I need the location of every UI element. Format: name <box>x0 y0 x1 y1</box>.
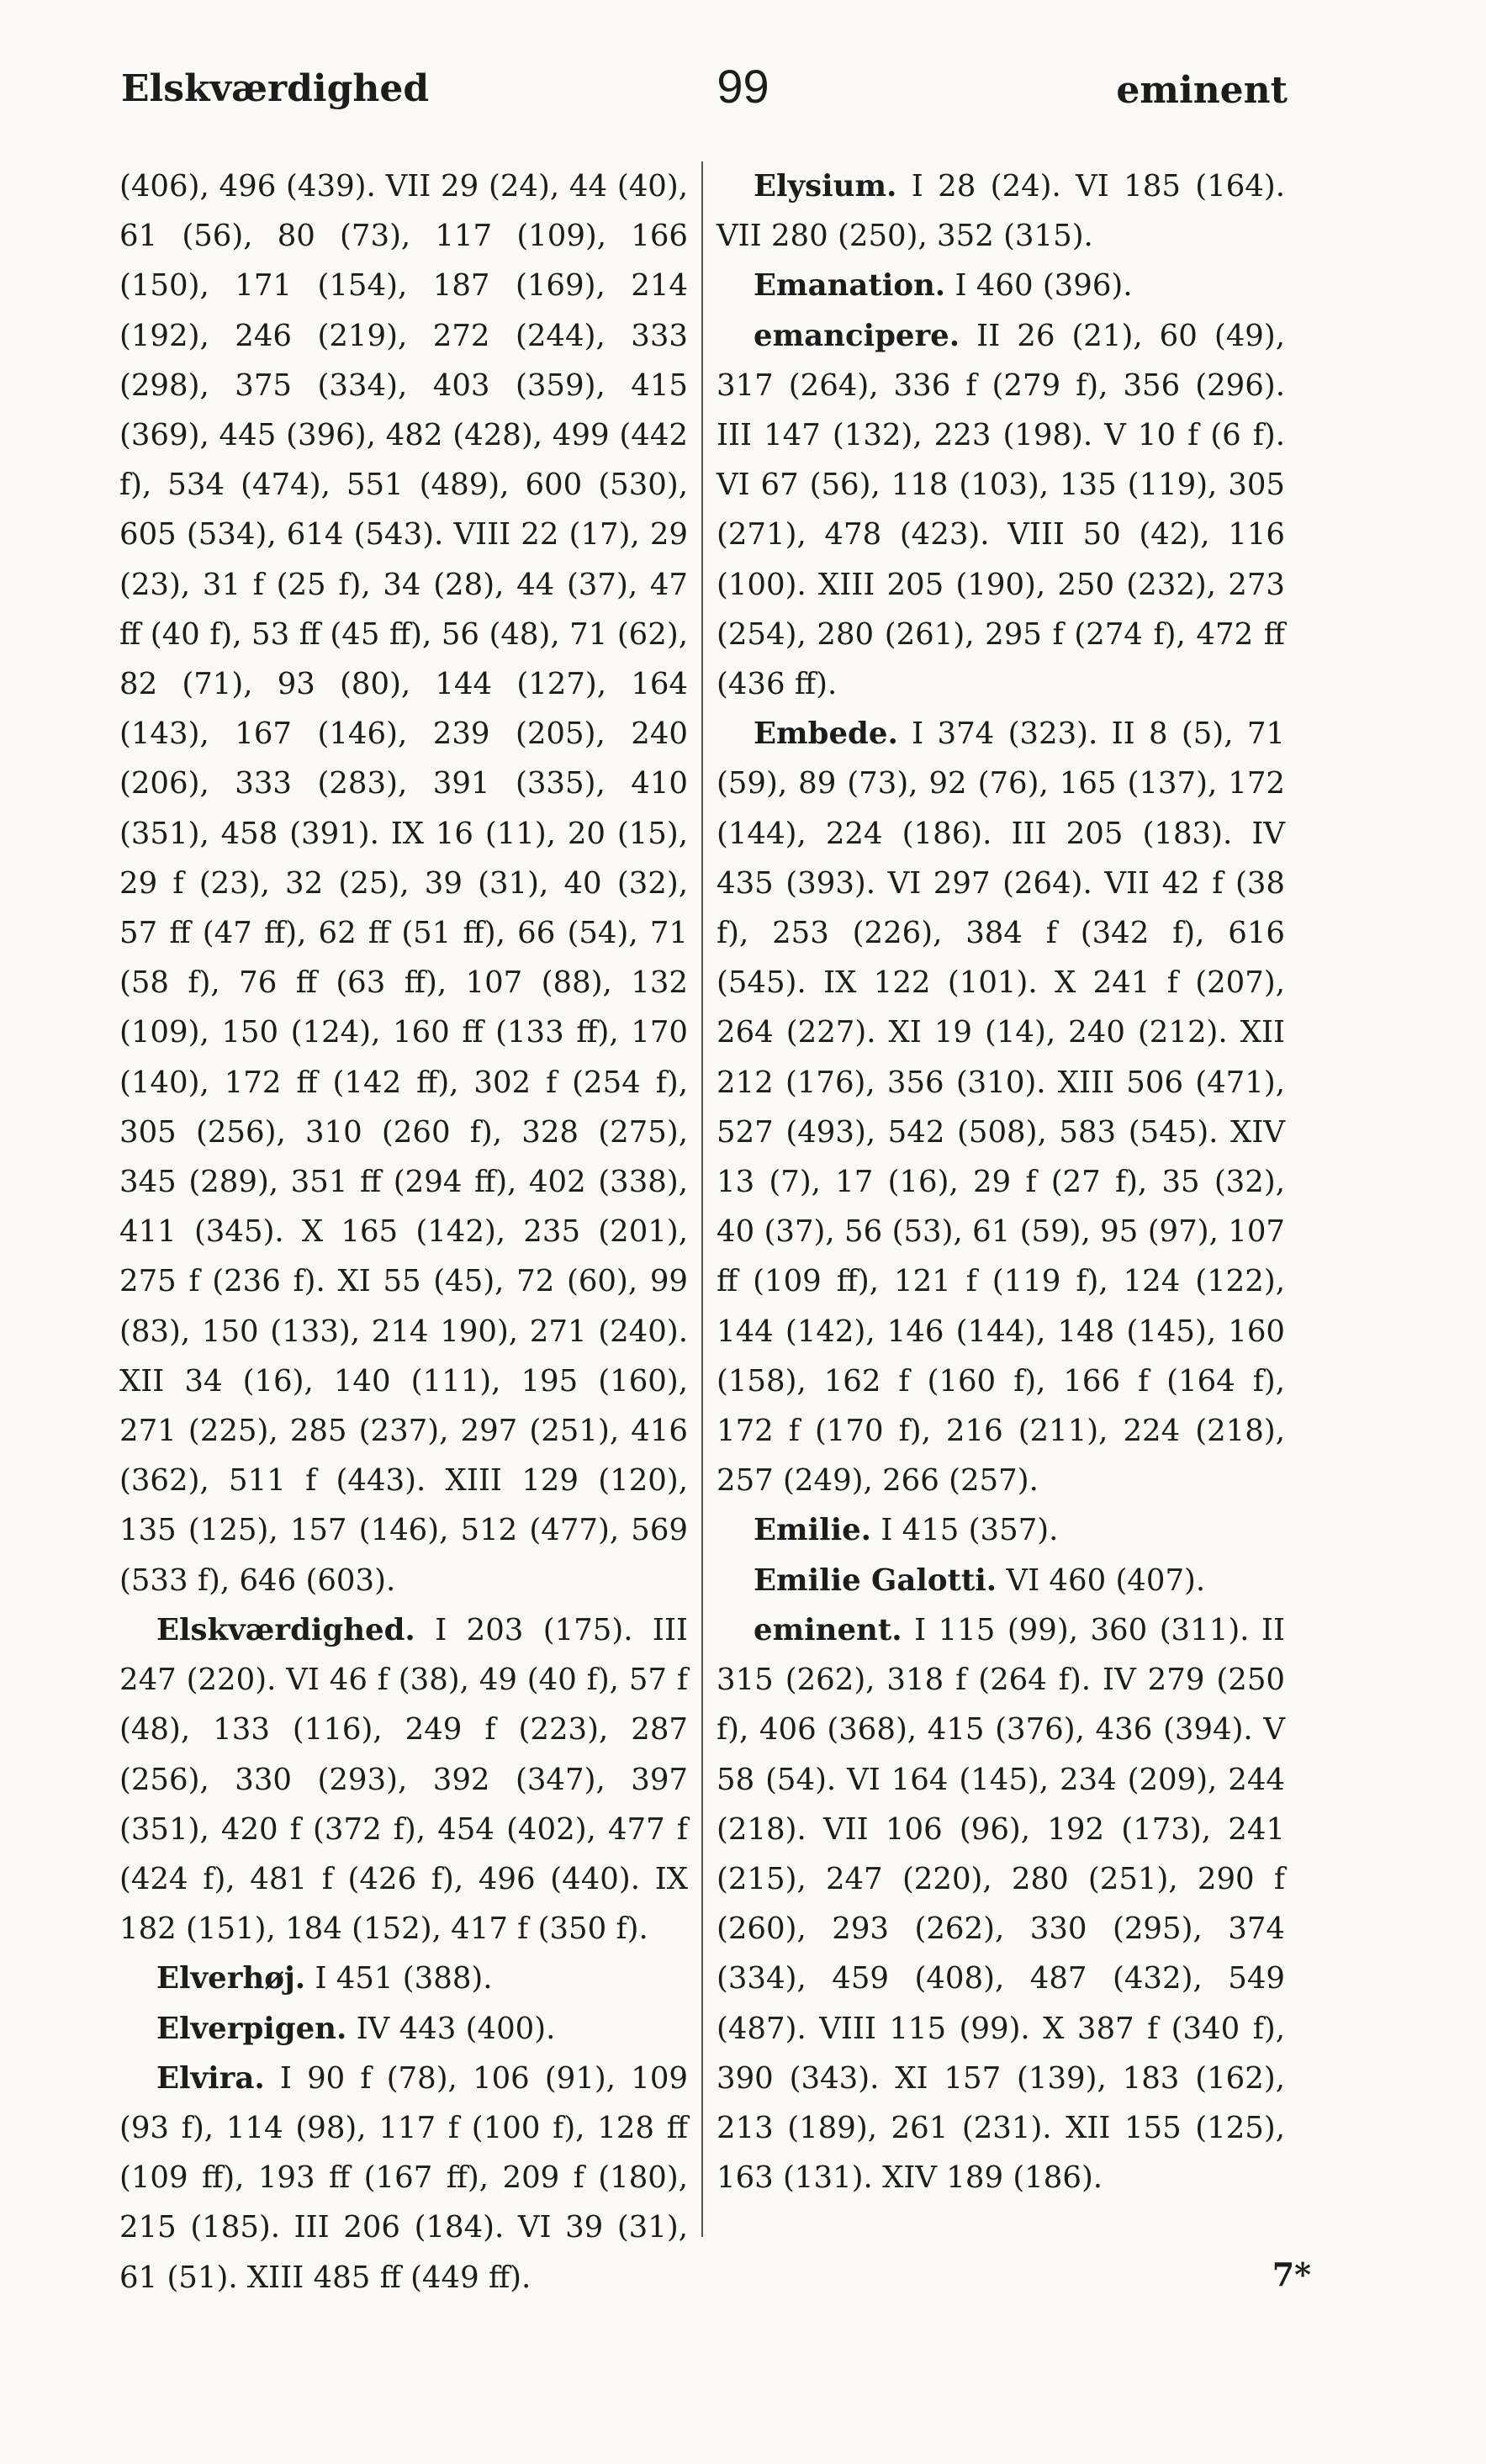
index-entry <box>717 161 1285 261</box>
entry-references: (406), 496 (439). VII 29 (24), 44 (40), 61 (56), 80 (73), 117 (109), 166 (150), 171 (154), 187 (169), 214 (192), 246 (219), 272 (244), 333 (298), 375 (334), 403 (359), 415 (369), 445 (396), 482 (428), 499 (442 f), 534 (474), 551 (489), 600 (530), 605 (534), 614 (543). VIII 22 (17), 29 (23), 31 f (25 f), 34 (28), 44 (37), 47 ff (40 f), 53 ff (45 ff), 56 (48), 71 (62), 82 (71), 93 (80), 144 (127), 164 (143), 167 (146), 239 (205), 240 (206), 333 (283), 391 (335), 410 (351), 458 (391). IX 16 (11), 20 (15), 29 f (23), 32 (25), 39 (31), 40 (32), 57 ff (47 ff), 62 ff (51 ff), 66 (54), 71 (58 f), 76 ff (63 ff), 107 (88), 132 (109), 150 (124), 160 ff (133 ff), 170 (140), 172 ff (142 ff), 302 f (254 f), 305 (256), 310 (260 f), 328 (275), 345 (289), 351 ff (294 ff), 402 (338), 411 (345). X 165 (142), 235 (201), 275 f (236 f). XI 55 (45), 72 (60), 99 (83), 150 (133), 214 190), 271 (240). XII 34 (16), 140 (111), 195 (160), 271 (225), 285 (237), 297 (251), 416 (362), 511 f (443). XIII 129 (120), 135 (125), 157 (146), 512 (477), 569 (533 f), 646 (603). <box>119 169 688 1598</box>
page-number: 99 <box>717 60 769 113</box>
entry-headword: Embede. <box>754 716 898 752</box>
index-entry <box>717 1505 1285 1555</box>
index-entry <box>717 1556 1285 1605</box>
entry-headword: Elverhøj. <box>156 1961 306 1996</box>
entry-headword: Elvira. <box>156 2060 265 2096</box>
entry-references: I 28 (24). VI 185 (164). VII 280 (250), 352 (315). <box>717 169 1285 254</box>
entry-headword: Elysium. <box>754 169 897 204</box>
entry-references: I 115 (99), 360 (311). II 315 (262), 318 f (264 f). IV 279 (250 f), 406 (368), 415 (376), 436 (394). V 58 (54). VI 164 (145), 234 (209), 244 (218). VII 106 (96), 192 (173), 241 (215), 247 (220), 280 (251), 290 f (260), 293 (262), 330 (295), 374 (334), 459 (408), 487 (432), 549 (487). VIII 115 (99). X 387 f (340 f), 390 (343). XI 157 (139), 183 (162), 213 (189), 261 (231). XII 155 (125), 163 (131). XIV 189 (186). <box>717 1612 1285 2196</box>
entry-references: I 203 (175). III 247 (220). VI 46 f (38), 49 (40 f), 57 f (48), 133 (116), 249 f (223), 287 (256), 330 (293), 392 (347), 397 (351), 420 f (372 f), 454 (402), 477 f (424 f), 481 f (426 f), 496 (440). IX 182 (151), 184 (152), 417 f (350 f). <box>119 1612 688 1947</box>
index-entry <box>717 1605 1285 2202</box>
entry-references: IV 443 (400). <box>356 2011 556 2046</box>
right-column <box>717 161 1285 2202</box>
entry-references: I 90 f (78), 106 (91), 109 (93 f), 114 (98), 117 f (100 f), 128 ff (109 ff), 193 ff (167 ff), 209 f (180), 215 (185). III 206 (184). VI 39 (31), 61 (51). XIII 485 ff (449 ff). <box>119 2060 688 2295</box>
left-column <box>119 161 688 2303</box>
entry-references: VI 460 (407). <box>1006 1562 1206 1598</box>
index-entry <box>119 1954 688 2003</box>
entry-references: II 26 (21), 60 (49), 317 (264), 336 f (279 f), 356 (296). III 147 (132), 223 (198). V 10 f (6 f). VI 67 (56), 118 (103), 135 (119), 305 (271), 478 (423). VIII 50 (42), 116 (100). XIII 205 (190), 250 (232), 273 (254), 280 (261), 295 f (274 f), 472 ff (436 ff). <box>717 318 1286 702</box>
entry-headword: Emilie. <box>754 1513 872 1548</box>
index-entry <box>119 1605 688 1954</box>
index-entry <box>119 2054 688 2303</box>
entry-references: I 374 (323). II 8 (5), 71 (59), 89 (73), 92 (76), 165 (137), 172 (144), 224 (186). III 205 (183). IV 435 (393). VI 297 (264). VII 42 f (38 f), 253 (226), 384 f (342 f), 616 (545). IX 122 (101). X 241 f (207), 264 (227). XI 19 (14), 240 (212). XII 212 (176), 356 (310). XIII 506 (471), 527 (493), 542 (508), 583 (545). XIV 13 (7), 17 (16), 29 f (27 f), 35 (32), 40 (37), 56 (53), 61 (59), 95 (97), 107 ff (109 ff), 121 f (119 f), 124 (122), 144 (142), 146 (144), 148 (145), 160 (158), 162 f (160 f), 166 f (164 f), 172 f (170 f), 216 (211), 224 (218), 257 (249), 266 (257). <box>717 716 1285 1499</box>
entry-headword: Emilie Galotti. <box>754 1562 997 1598</box>
header-left-keyword: Elskværdighed <box>121 67 430 110</box>
signature-mark: 7* <box>1272 2255 1311 2293</box>
entry-references: I 460 (396). <box>955 268 1133 304</box>
entry-headword: emancipere. <box>754 318 960 353</box>
running-header <box>0 59 1486 151</box>
entry-headword: eminent. <box>754 1612 902 1647</box>
entry-headword: Elskværdighed. <box>156 1612 415 1647</box>
column-divider <box>701 161 703 2237</box>
entry-headword: Elverpigen. <box>156 2011 347 2046</box>
index-entry <box>717 261 1285 310</box>
entry-headword: Emanation. <box>754 268 946 304</box>
index-entry <box>717 311 1285 710</box>
header-right-keyword: eminent <box>1116 69 1288 112</box>
index-entry <box>119 161 688 1605</box>
entry-references: I 415 (357). <box>880 1513 1059 1548</box>
index-entry <box>717 709 1285 1505</box>
entry-references: I 451 (388). <box>315 1961 493 1996</box>
index-entry <box>119 2004 688 2054</box>
